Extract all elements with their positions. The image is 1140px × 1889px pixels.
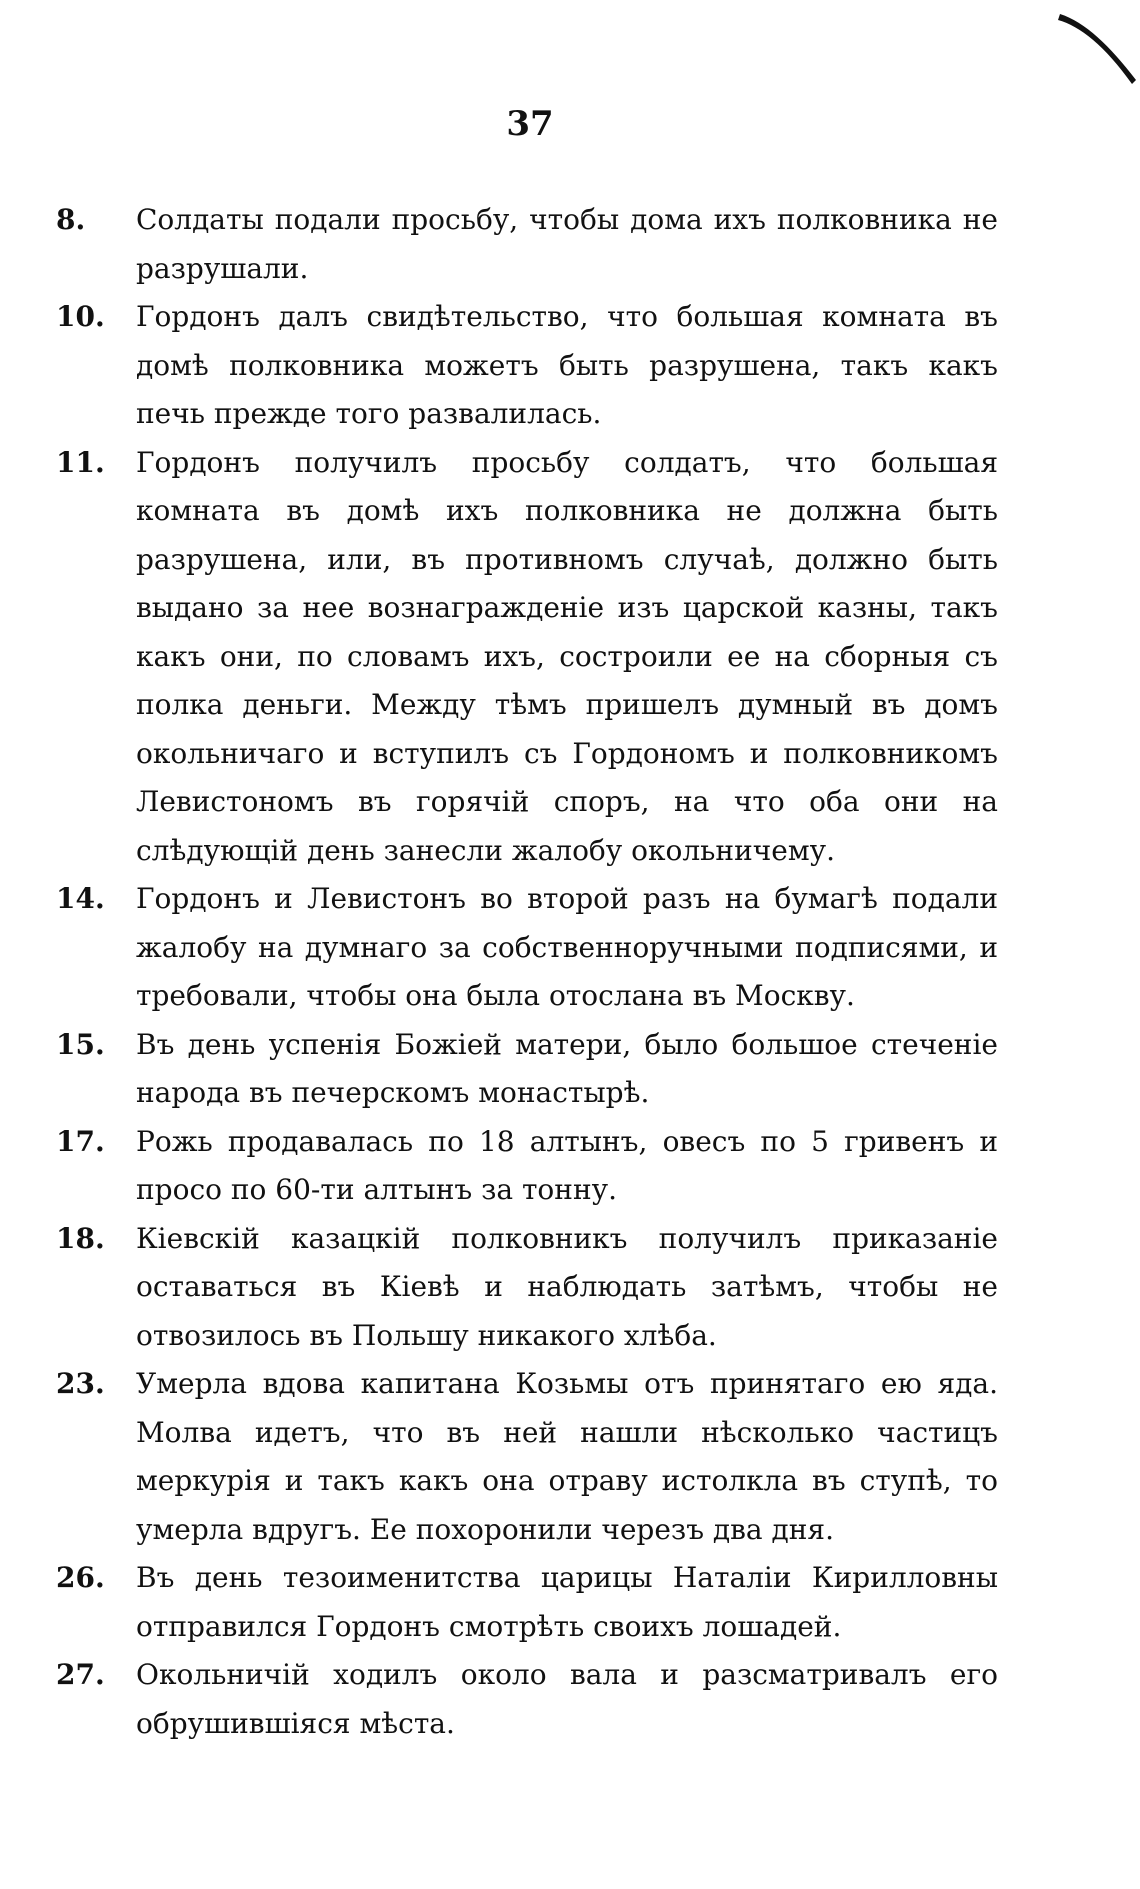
diary-entry	[56, 1651, 998, 1748]
diary-entry	[56, 875, 998, 1021]
diary-entry	[56, 1215, 998, 1361]
diary-entry	[56, 1021, 998, 1118]
entry-text: Рожь продавалась по 18 алтынъ, овесъ по 5 гривенъ и просо по 60-ти алтынъ за тонну.	[136, 1124, 998, 1206]
diary-entries	[56, 196, 998, 1748]
entry-text: Умерла вдова капитана Козьмы отъ принятаго ею яда. Молва идетъ, что въ ней нашли нѣсколько частицъ меркурія и такъ какъ она отраву истолкла въ ступѣ, то умерла вдругъ. Ее похоронили черезъ два дня.	[136, 1367, 998, 1546]
entry-text: Окольничій ходилъ около вала и разсматривалъ его обрушившіяся мѣста.	[136, 1658, 998, 1740]
entry-text: Въ день успенія Божіей матери, было большое стеченіе народа въ печерскомъ монастырѣ.	[136, 1027, 998, 1109]
diary-entry	[56, 1554, 998, 1651]
entry-day-number: 8.	[56, 203, 86, 236]
entry-text: Въ день тезоименитства царицы Наталіи Кирилловны отправился Гордонъ смотрѣть своихъ лошадей.	[136, 1561, 998, 1643]
entry-day-number: 14.	[56, 882, 105, 915]
entry-day-number: 26.	[56, 1561, 105, 1594]
entry-day-number: 27.	[56, 1658, 105, 1691]
corner-ink-mark-icon	[1050, 6, 1140, 96]
entry-text: Гордонъ далъ свидѣтельство, что большая комната въ домѣ полковника можетъ быть разрушена, такъ какъ печь прежде того развалилась.	[136, 300, 998, 430]
diary-entry	[56, 1360, 998, 1554]
diary-entry	[56, 1118, 998, 1215]
entry-text: Кіевскій казацкій полковникъ получилъ приказаніе оставаться въ Кіевѣ и наблюдать затѣмъ, чтобы не отвозилось въ Польшу никакого хлѣба.	[136, 1221, 998, 1352]
diary-entry	[56, 293, 998, 439]
entry-text: Солдаты подали просьбу, чтобы дома ихъ полковника не разрушали.	[136, 203, 998, 285]
diary-entry	[56, 196, 998, 293]
entry-day-number: 10.	[56, 300, 105, 333]
entry-day-number: 23.	[56, 1367, 105, 1400]
entry-text: Гордонъ получилъ просьбу солдатъ, что большая комната въ домѣ ихъ полковника не должна быть разрушена, или, въ противномъ случаѣ, должно быть выдано за нее вознагражденіе изъ царской казны, такъ какъ они, по словамъ ихъ, состроили ее на сборныя съ полка деньги. Между тѣмъ пришелъ думный въ домъ окольничаго и вступилъ съ Гордономъ и полковникомъ Левистономъ въ горячій споръ, на что оба они на слѣдующій день занесли жалобу окольничему.	[136, 445, 998, 867]
entry-day-number: 11.	[56, 445, 105, 479]
entry-day-number: 15.	[56, 1027, 105, 1061]
diary-entry	[56, 439, 998, 876]
entry-day-number: 18.	[56, 1221, 105, 1255]
page-number: 37	[506, 104, 554, 144]
entry-text: Гордонъ и Левистонъ во второй разъ на бумагѣ подали жалобу на думнаго за собственноручными подписями, и требовали, чтобы она была отослана въ Москву.	[136, 882, 998, 1012]
entry-day-number: 17.	[56, 1124, 105, 1158]
